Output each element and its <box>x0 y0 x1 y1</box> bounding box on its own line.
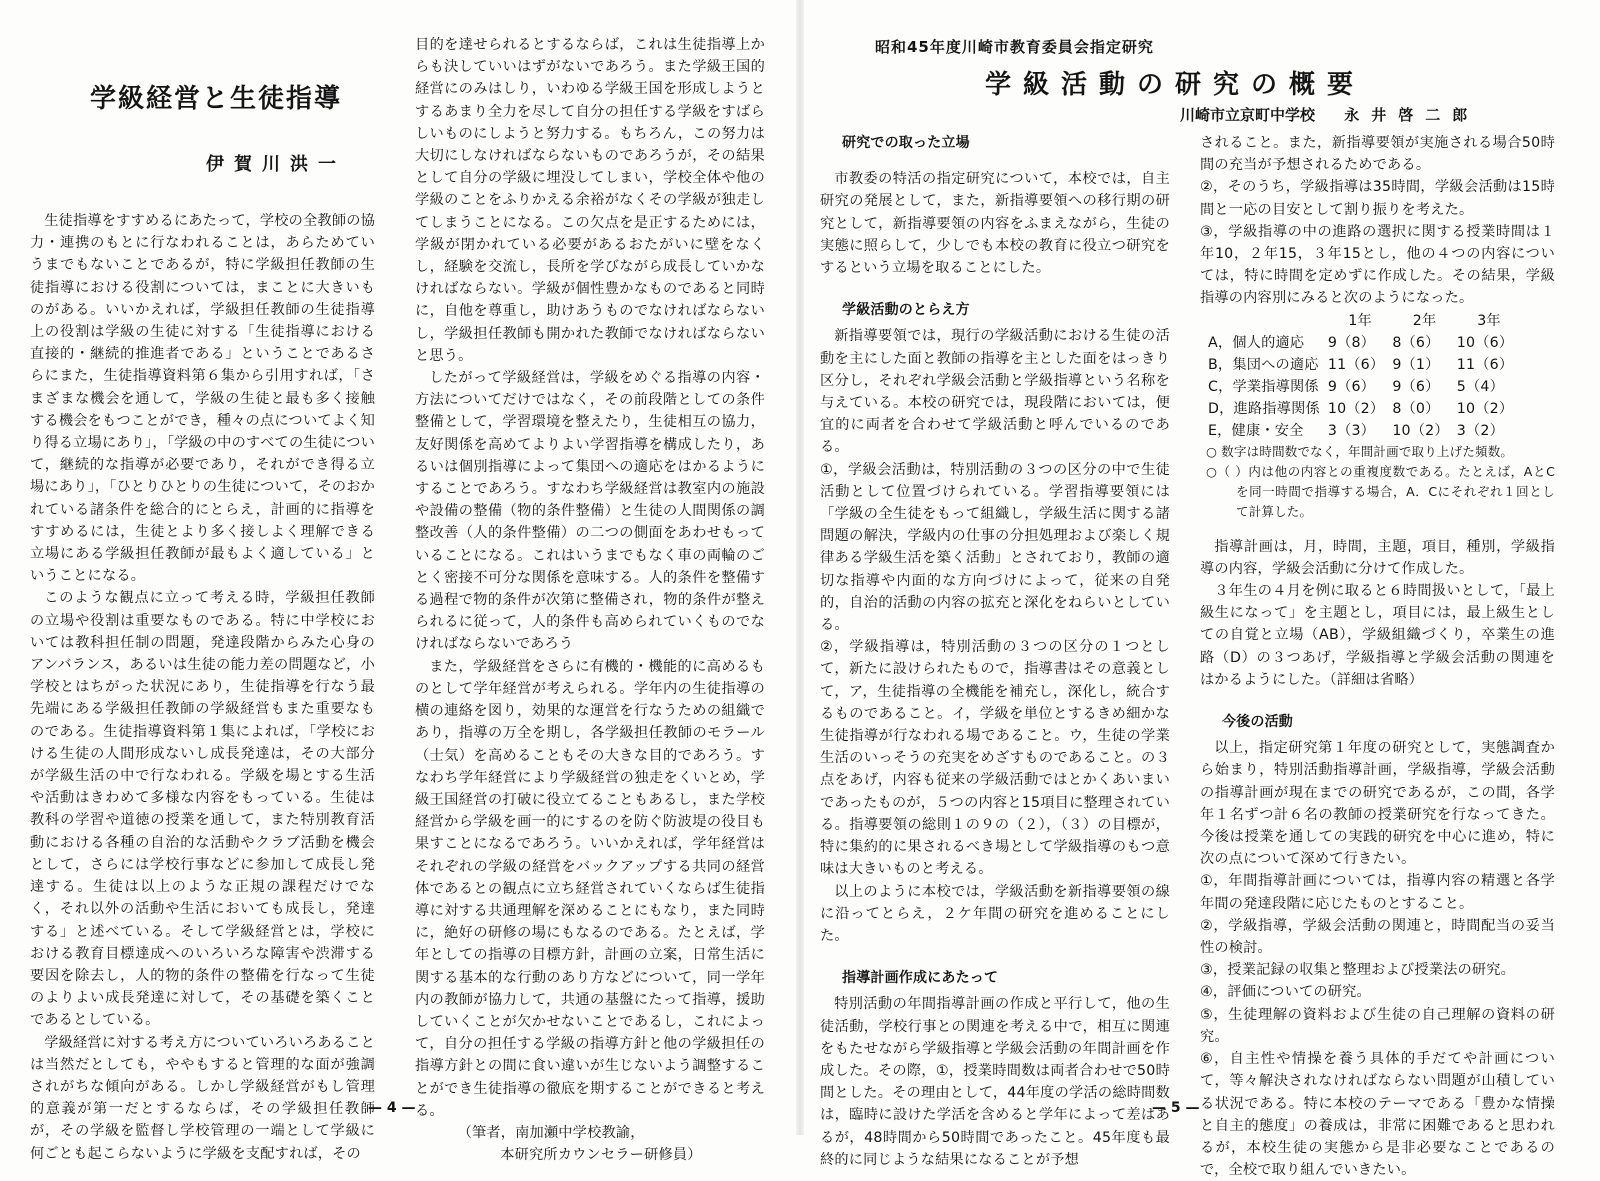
page-number: — 4 — <box>368 1100 416 1116</box>
author-line <box>1180 104 1479 125</box>
paragraph: 目的を達せられるとするならば，これは生徒指導上からも決していいはずがないであろう。また学級王国的経営にのみはしり，いわゆる学級王国を形成しようとするあまり全力を尽して自分の担任する学級をすばらしいものにしようと努力する。もちろん，この努力は大切にしなければならないものであろうが，その結果として自分の学級に埋没してしまい，学校全体や他の学級のことをふりかえる余裕がなくその学級が独走してしまうことになる。この欠点を是正するためには，学級が閉かれている必要があるおたがいに壁をなくし，経験を交流し，長所を学びながら成長していかなければならない。学級が個性豊かなものであると同時に，自他を尊重し，助けあうものでなければならないし，学級担任教師も開かれた教師でなければならないと思う。 <box>415 37 765 364</box>
table-row <box>1208 354 1521 376</box>
table-row <box>1208 376 1521 398</box>
page-number: — 5 — <box>1152 1100 1200 1116</box>
table-cell: 9（1） <box>1392 356 1440 373</box>
table-cell: 5（4） <box>1456 378 1505 395</box>
article-title: 学級活動の研究の概要 <box>985 70 1366 100</box>
paragraph: ②，そのうち，学級指導は35時間，学級会活動は15時間と一応の目安として割り振りを考えた。 <box>1200 179 1555 218</box>
column-header: 3年 <box>1477 312 1501 329</box>
table-cell: 10（6） <box>1456 334 1514 351</box>
section-heading: 今後の活動 <box>1222 714 1293 731</box>
table-cell: 10（2） <box>1392 422 1449 439</box>
row-label: A，個人的適応 <box>1208 334 1305 351</box>
table-row <box>1208 332 1521 354</box>
row-label: D，進路指導関係 <box>1208 400 1320 417</box>
table-row <box>1208 398 1521 420</box>
paragraph: 新指導要領では，現行の学級活動における生徒の活動を主にした面と教師の指導を主とした面をはっきり区分し，それぞれ学級会活動と学級指導という名称を与えている。本校の研究では，現段階においては，便宜的に両者を合わせて学級活動と呼んでいるのである。 <box>820 328 1170 456</box>
paragraph: ①，学級会活動は，特別活動の３つの区分の中で生徒活動として位置づけられている。学習指導要領には「学級の全生徒をもって組織し，学級生活に関する諸問題の解決，学級内の仕事の分担処理および楽しく規律ある学級生活を築く活動」とされており，教師の適切な指導や内面的な方向づけによって，従来の自発的，自治的活動の内容の拡充と深化をねらいとしている。 <box>820 461 1170 634</box>
row-label: E，健康・安全 <box>1208 422 1304 439</box>
table-cell: 9（6） <box>1392 378 1440 395</box>
table-cell: 3（2） <box>1456 422 1505 439</box>
table-note: ○ 数字は時間数でなく，年間計画で取り上げた頻数。 <box>1206 443 1514 459</box>
paragraph: したがって学級経営は，学級をめぐる指導の内容・方法についてだけではなく，その前段階としての条件整備として，学習環境を整えたり，生徒相互の協力，友好関係を高めてよりよい学習指導を構成したり，あるいは個別指導によって集団への適応をはかるようにすることであろう。すなわち学級経営は教室内の施設や設備の整備（物的条件整備）と生徒の人間関係の調整改善（人的条件整備）の二つの側面をあわせもっていることになる。これはいうまでもなく車の両輪のごとく密接不可分な関係を意味する。人的条件を整備する過程で物的条件が次第に整備され，物的条件が整えられるに従って，人的条件も高められていくものでなければならないであろう <box>415 370 765 653</box>
table-cell: 9（6） <box>1327 378 1376 395</box>
section-heading: 指導計画作成にあたって <box>842 970 999 987</box>
paragraph: ３年生の４月を例に取ると６時間扱いとして，「最上級生になって」を主題とし，項目には，最上級生としての自覚と立場（AB），学級組織づくり，卒業生の進路（D）の３つあげ，学級指導と学級会活動の関連をはかるようにした。（詳細は省略） <box>1200 583 1555 688</box>
list-item: ③，授業記録の収集と整理および授業法の研究。 <box>1200 962 1516 979</box>
left-column-1 <box>30 210 375 1165</box>
author-affiliation-2: 本研究所カウンセラー研修員） <box>500 1147 702 1164</box>
paragraph: ②，学級指導は，特別活動の３つの区分の１つとして，新たに設けられたもので，指導書はその意義として，ア，生徒指導の全機能を補充し，深化し，統合するものであること。イ，学級を単位とするきめ細かな生徒指導が行なわれる場であること。ウ，生徒の学業生活のいっそうの充実をめざすものであること。の３点をあげ，内容も従来の学級活動ではとかくあいまいであったものが，５つの内容と15項目に整理されている。指導要領の総則１の９の（２），（３）の目標が，特に集約的に果されるべき場として学級指導のもつ意味は大きいものと考える。 <box>820 639 1170 878</box>
table-row <box>1208 420 1521 442</box>
table-cell: 3（3） <box>1327 422 1376 439</box>
article-author: 永井啓二郎 <box>1344 106 1480 124</box>
list-item: ①，年間指導計画については，指導内容の精選と各学年間の発達段階に応じたものとすること。 <box>1200 873 1555 912</box>
table-cell: 10（2） <box>1456 400 1514 417</box>
row-label: C，学業指導関係 <box>1208 378 1319 395</box>
table-cell: 11（6） <box>1327 356 1385 373</box>
paragraph: 指導計画は，月，時間，主題，項目，種別，学級指導の内容，学級会活動に分けて作成した。 <box>1200 538 1555 577</box>
paragraph: ③，学級指導の中の進路の選択に関する授業時間は１年10，２年15，３年15とし，他の４つの内容については，特に時間を定めずに作成した。その結果，学級指導の内容別にみると次のようになった。 <box>1200 223 1555 307</box>
column-header: 2年 <box>1412 312 1437 329</box>
table-cell: 10（2） <box>1327 400 1385 417</box>
section-heading: 学級活動のとらえ方 <box>842 302 970 319</box>
paragraph: 学級経営に対する考え方についていろいろあることは当然だとしても，ややもすると管理的な面が強調されがちな傾向がある。しかし学級経営がもし管理的意義が第一だとするならば，その学級担任教師が，その学級を監督し学校管理の一端として学級に何ごとも起こらないように学級を支配すれば，その <box>30 1034 375 1162</box>
list-item: ②，学級指導，学級会活動の関連と，時間配当の妥当性の検討。 <box>1200 917 1555 957</box>
paragraph: 特別活動の年間指導計画の作成と平行して，他の生徒活動，学校行事との関連を考える中で，相互に関連をもたせながら学級指導と学級会活動の年間計画を作成した。その際，①，授業時間数は両者合わせで50時間とした。その理由として，44年度の学活の総時間数は，臨時に設けた学活を含めると学年によって差はあるが，48時間から50時間であったこと。45年度も最終的に同じような結果になることが予想 <box>820 996 1170 1168</box>
list-item: ⑤，生徒理解の資料および生徒の自己理解の資料の研究。 <box>1200 1006 1555 1045</box>
article-title: 学級経営と生徒指導 <box>90 84 343 114</box>
table-note: ○（ ）内は他の内容との重複度数である。たとえば，AとCを同一時間で指導する場合，A．Cにそれぞれ１回として計算した。 <box>1206 463 1555 519</box>
section-heading: 研究での取った立場 <box>842 135 970 151</box>
table-cell: 8（0） <box>1392 400 1440 417</box>
table-cell: 9（8） <box>1327 334 1376 351</box>
hours-table <box>1208 310 1521 442</box>
left-column-2 <box>415 34 765 1166</box>
right-column-2 <box>1200 132 1555 1181</box>
table-cell: 8（6） <box>1392 334 1440 351</box>
article-author: 伊賀川洪一 <box>206 154 346 175</box>
row-label: B，集団への適応 <box>1208 356 1319 373</box>
table-cell: 11（6） <box>1456 356 1514 373</box>
research-kicker: 昭和45年度川崎市教育委員会指定研究 <box>875 38 1154 56</box>
paragraph: また，学級経営をさらに有機的・機能的に高めるものとして学年経営が考えられる。学年内の生徒指導の横の連絡を図り，効果的な運営を行なうための組織であり，指導の万全を期し，各学級担任教師のモラール（士気）を高めることもその大きな目的であろう。すなわち学年経営により学級経営の独走をくいとめ，学級王国経営の打破に役立てることもあるし，また学校経営から学級を画一的にするのを防ぐ防波堤の役目も果すことになるであろう。いいかえれば，学年経営はそれぞれの学級の経営をバックアップする共同の経営体であるとの観点に立ち経営されていくならば生徒指導に対する共通理解を深めることにもなり，また同時に，絶好の研修の場にもなるのである。たとえば，学年としての指導の目標方針，計画の立案，日常生活に関する基本的な行動のあり方などについて，同一学年内の教師が協力して，共通の基盤にたって指導，援助していくことが欠かせないことであるし，これによって，自分の担任する学級の指導方針と他の学級担任の指導方針との間に食い違いが生じないよう調整することができ生徒指導の徹底を期することができると考える。 <box>415 658 765 1119</box>
table-header-row <box>1208 310 1521 332</box>
school-name: 川崎市立京町中学校 <box>1180 106 1316 124</box>
list-item: ⑥，自主性や情操を養う具体的手だてや計画について，等々解決されなければならない問題が山積している状況である。特に本校のテーマである「豊かな情操と自主的態度」の養成は，非常に困難であると思われるが，本校生徒の実態から是非必要なことであるので，全校で取り組んでいきたい。 <box>1200 1051 1555 1179</box>
column-header: 1年 <box>1348 312 1372 329</box>
paragraph: このような観点に立って考える時，学級担任教師の立場や役割は重要なものである。特に中学校においては教科担任制の問題，発達段階からみた心身のアンバランス，あるいは生徒の能力差の問題など，小学校とはちがった状況にあり，生徒指導を行なう最先端にある学級担任教師の学級経営もまた重要なものである。生徒指導資料第１集によれば，「学校における生徒の人間形成ないし成長発達は，その大部分が学級生活の中で行なわれる。学級を場とする生活や活動はきわめて多様な内容をもっている。生徒は教科の学習や道徳の授業を通して，また特別教育活動における各種の自治的な活動やクラブ活動を機会として，さらには学校行事などに参加して成長し発達する。生徒は以上のような正規の課程だけでなく，それ以外の活動や生活においても成長し，発達する」と述べている。そして学級経営とは，学校における教育目標達成へのいろいろな障害や渋滞する要因を除去し，人的物的条件の整備を行なって生徒のよりよい成長発達に対して，その基礎を築くことであるとしている。 <box>30 590 375 1029</box>
page-right <box>800 0 1600 1179</box>
paragraph: 市教委の特活の指定研究について，本校では，自主研究の発展として，また，新指導要領への移行期の研究として，新指導要領の内容をふまえながら，生徒の実態に照らして，少しでも本校の教育に役立つ研究をするという立場を取ることにした。 <box>820 171 1170 277</box>
paragraph: 以上のように本校では，学級活動を新指導要領の線に沿ってとらえ，２ケ年間の研究を進めることにした。 <box>820 883 1170 944</box>
page-left <box>0 0 800 1164</box>
list-item: ④，評価についての研究。 <box>1200 984 1371 1001</box>
right-column-1 <box>820 132 1170 1171</box>
paragraph: 生徒指導をすすめるにあたって，学校の全教師の協力・連携のもとに行なわれることは，あらためていうまでもないことであるが，特に学級担任教師の生徒指導における役割については，まことに大きいものがある。いいかえれば，学級担任教師の生徒指導上の役割は学級の生徒に対する「生徒指導における直接的・継続的推進者である」ということであるさらにまた，生徒指導資料第６集から引用すれば，「さまざまな機会を通して，学級の生徒と最も多く接触する機会をもつことができ，種々の点についてよく知り得る立場にあり」，「学級の中のすべての生徒について，継続的な指導が必要であり，それができ得る立場にあり」，「ひとりひとりの生徒について，そのおかれている諸条件を総合的にとらえ，計画的に指導をすすめるには，生徒とより多く接しよく理解できる立場にある学級担任教師が最もよく適している」ということになる。 <box>30 213 375 585</box>
paragraph: 以上，指定研究第１年度の研究として，実態調査から始まり，特別活動指導計画，学級指導，学級会活動の指導計画が現在までの研究であるが，この間，各学年１名ずつ計６名の教師の授業研究を行なってきた。今後は授業を通しての実践的研究を中心に進め，特に次の点について深めて行きたい。 <box>1200 740 1555 868</box>
paragraph: されること。また，新指導要領が実施される場合50時間の充当が予想されるためである。 <box>1200 135 1555 174</box>
author-affiliation: （筆者，南加瀬中学校教諭， <box>457 1124 645 1141</box>
